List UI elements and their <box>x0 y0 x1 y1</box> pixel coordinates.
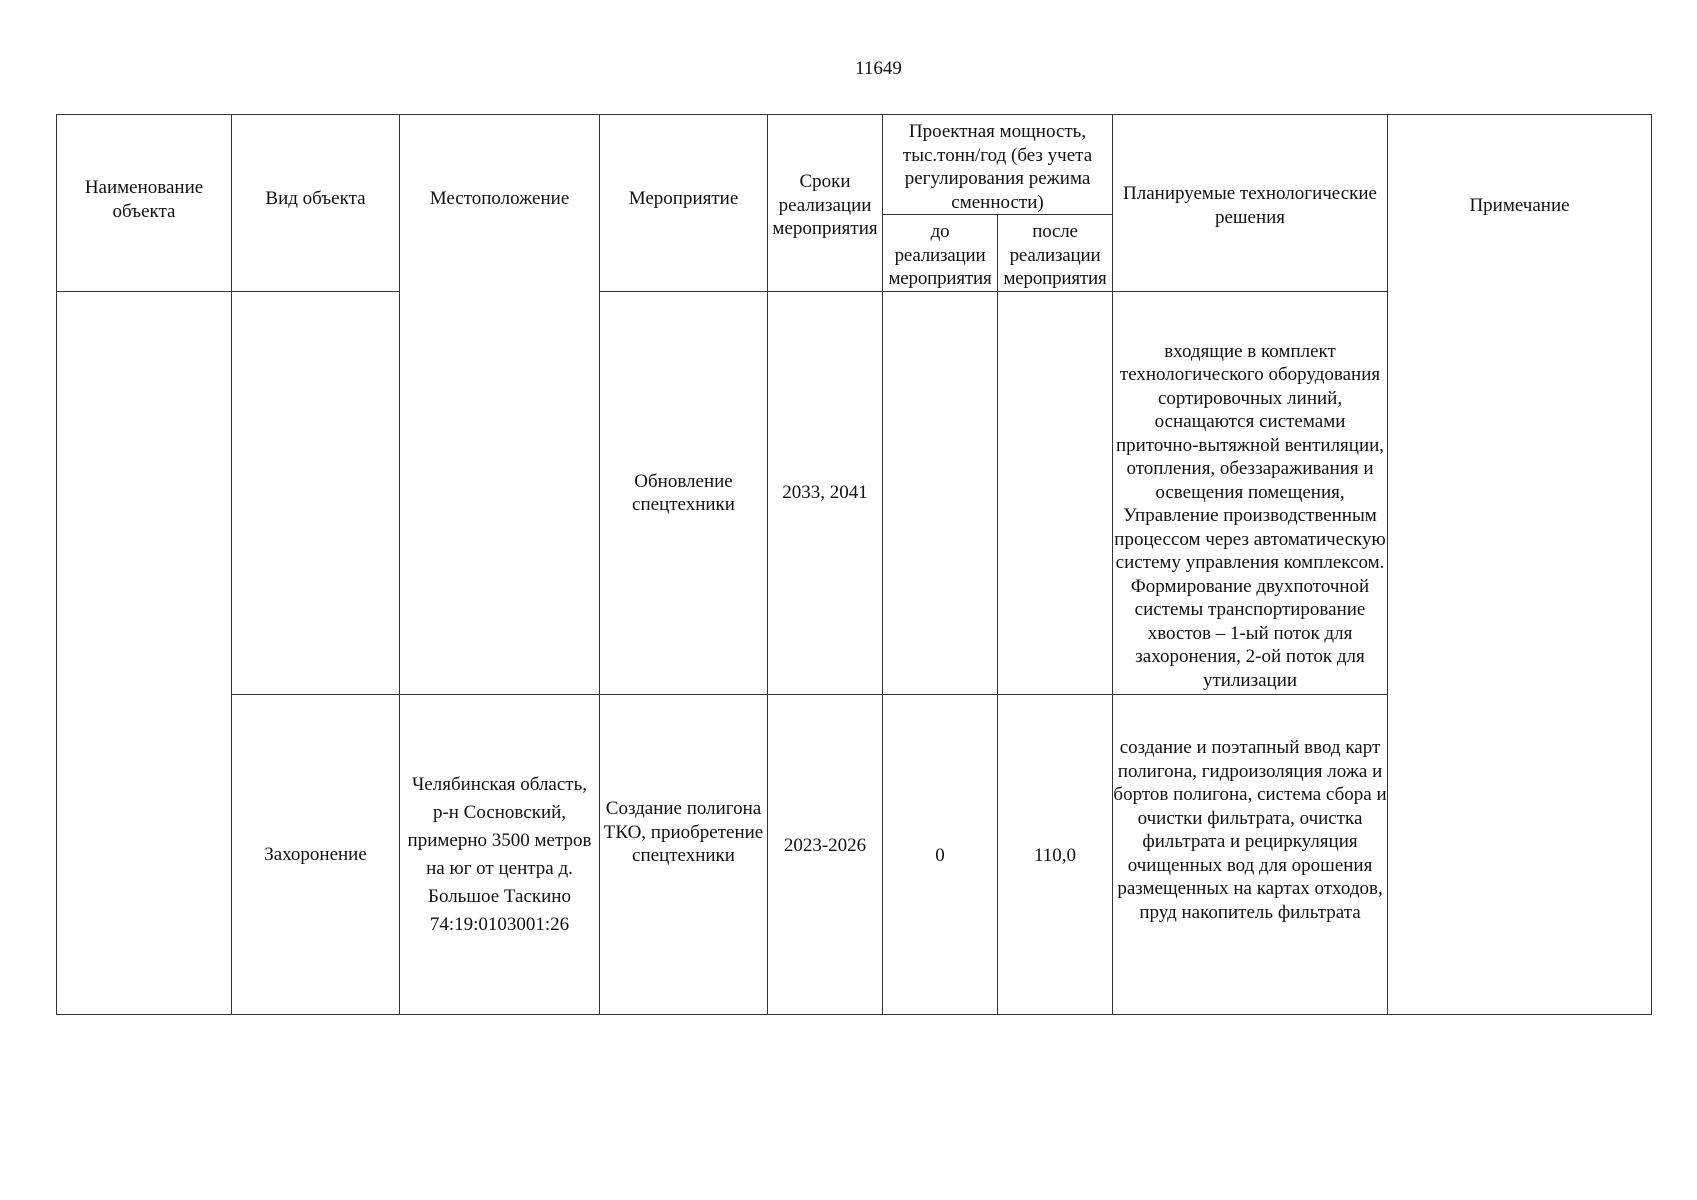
row-burial-type: Захоронение <box>232 695 400 1015</box>
header-object-name: Наименование объекта <box>57 115 232 292</box>
row-update-capacity-after <box>998 292 1113 695</box>
header-timing: Сроки реализации мероприятия <box>768 115 883 292</box>
cell-object-type-continued <box>232 292 400 695</box>
header-capacity-before: до реализации мероприятия <box>883 215 998 292</box>
header-tech-solutions: Планируемые технологические решения <box>1113 115 1388 292</box>
row-burial-capacity-after: 110,0 <box>998 695 1113 1015</box>
cell-object-name-continued <box>57 292 232 1015</box>
row-update-timing: 2033, 2041 <box>768 292 883 695</box>
facility-table <box>56 114 1652 1015</box>
header-location: Местоположение <box>400 115 600 695</box>
header-capacity-after: после реализации мероприятия <box>998 215 1113 292</box>
row-burial-measure: Создание полигона ТКО, приобретение спецтехники <box>600 695 768 1015</box>
header-object-type: Вид объекта <box>232 115 400 292</box>
header-capacity: Проектная мощность, тыс.тонн/год (без учета регулирования режима сменности) <box>883 115 1113 215</box>
row-burial-timing: 2023-2026 <box>768 695 883 1015</box>
page-number: 11649 <box>855 58 902 79</box>
header-note: Примечание <box>1388 115 1652 1015</box>
row-burial-capacity-before: 0 <box>883 695 998 1015</box>
row-burial-tech-solutions: создание и поэтапный ввод карт полигона, гидроизоляция ложа и бортов полигона, система сбора и очистки фильтрата, очистка фильтрата и рециркуляция очищенных вод для орошения размещенных на картах отходов, пруд накопитель фильтрата <box>1113 695 1388 1015</box>
row-update-measure: Обновление спецтехники <box>600 292 768 695</box>
header-measure: Мероприятие <box>600 115 768 292</box>
row-update-capacity-before <box>883 292 998 695</box>
row-burial-location: Челябинская область, р-н Сосновский, примерно 3500 метров на юг от центра д. Большое Таскино 74:19:0103001:26 <box>400 695 600 1015</box>
row-update-tech-solutions: входящие в комплект технологического оборудования сортировочных линий, оснащаются системами приточно-вытяжной вентиляции, отопления, обеззараживания и освещения помещения, Управление производственным процессом через автоматическую систему управления комплексом. Формирование двухпоточной системы транспортирование хвостов – 1-ый поток для захоронения, 2-ой поток для утилизации <box>1113 292 1388 695</box>
